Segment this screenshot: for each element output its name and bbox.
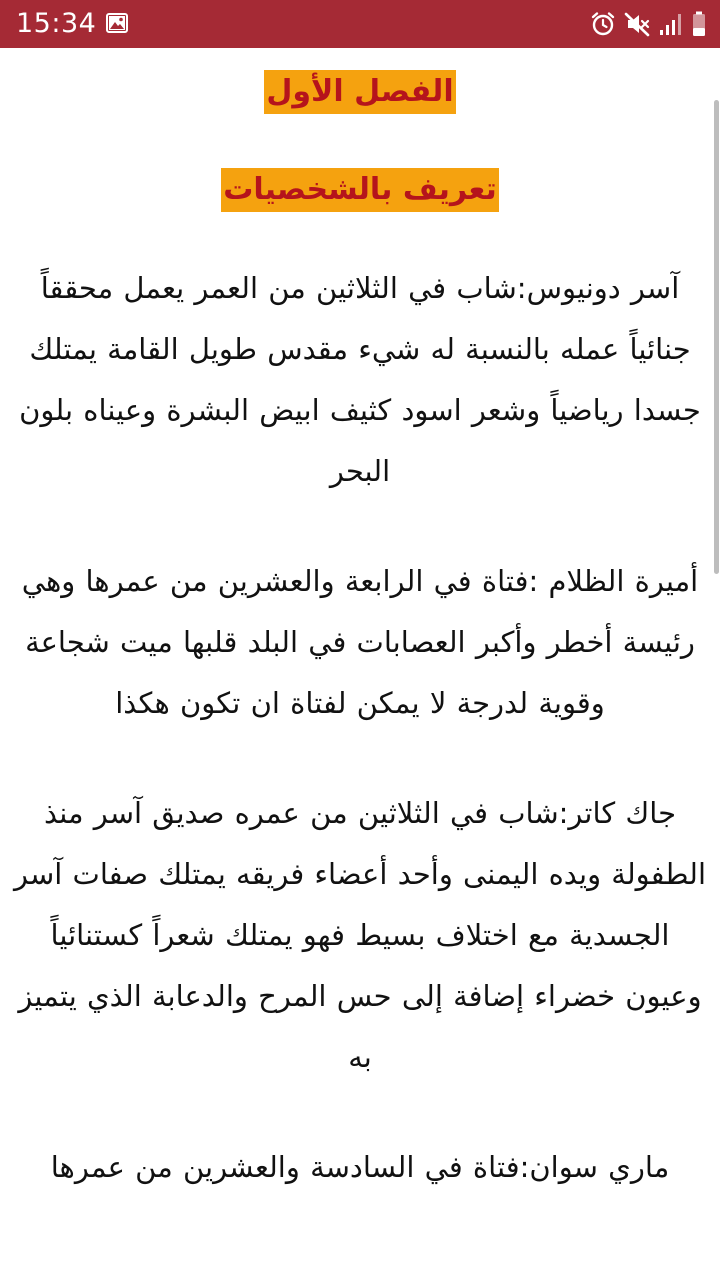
section-title: تعريف بالشخصيات <box>221 168 498 212</box>
scrollbar[interactable] <box>714 100 719 574</box>
status-bar <box>0 0 720 48</box>
alarm-icon <box>590 11 616 37</box>
status-icons <box>590 10 706 38</box>
battery-icon <box>692 11 706 37</box>
status-time: 15:34 <box>16 8 97 39</box>
mute-icon <box>624 11 650 37</box>
section-title-wrap <box>0 168 720 212</box>
character-paragraph: آسر دونيوس:شاب في الثلاثين من العمر يعمل محققاً جنائياً عمله بالنسبة له شيء مقدس طويل القامة يمتلك جسدا رياضياً وشعر اسود كثيف ابيض البشرة وعيناه بلون البحر <box>19 271 701 488</box>
chapter-content[interactable] <box>0 48 720 1280</box>
character-paragraph: ماري سوان:فتاة في السادسة والعشرين من عمرها <box>50 1150 670 1184</box>
signal-icon <box>658 12 684 36</box>
chapter-title-wrap <box>0 70 720 114</box>
character-paragraph: أميرة الظلام :فتاة في الرابعة والعشرين من عمرها وهي رئيسة أخطر وأكبر العصابات في البلد قلبها ميت شجاعة وقوية لدرجة لا يمكن لفتاة ان تكون هكذا <box>21 564 699 720</box>
chapter-title: الفصل الأول <box>264 70 455 114</box>
character-paragraph: جاك كاتر:شاب في الثلاثين من عمره صديق آسر منذ الطفولة ويده اليمنى وأحد أعضاء فريقه يمتلك صفات آسر الجسدية مع اختلاف بسيط فهو يمتلك شعراً كستنائياً وعيون خضراء إضافة إلى حس المرح والدعابة الذي يتميز به <box>13 796 707 1074</box>
gallery-icon <box>106 13 128 33</box>
